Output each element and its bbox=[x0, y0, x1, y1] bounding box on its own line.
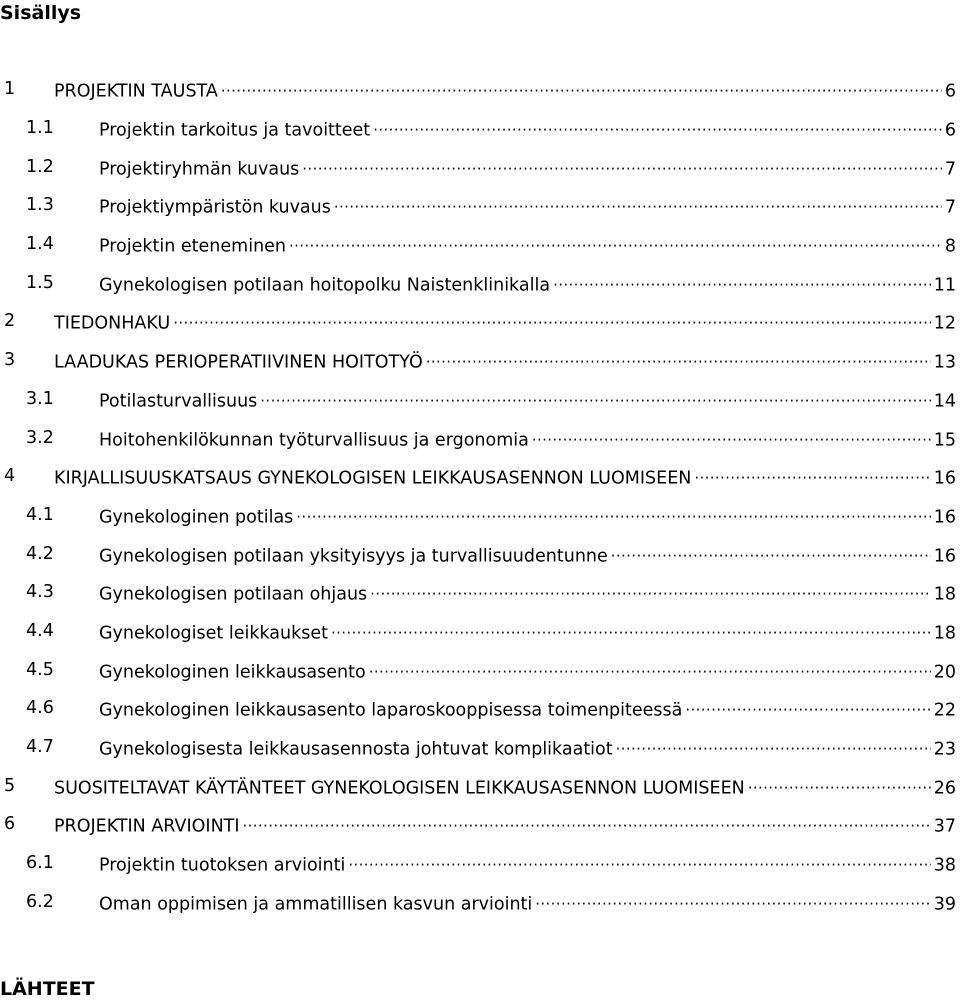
toc-entry-number: 1.3 bbox=[26, 195, 54, 216]
toc-leader-dots bbox=[694, 464, 930, 484]
toc-leader-dots bbox=[334, 193, 942, 213]
toc-entry[interactable] bbox=[0, 263, 956, 302]
toc-entry-page: 20 bbox=[933, 662, 956, 683]
toc-entry-title: TIEDONHAKU bbox=[54, 313, 171, 334]
toc-leader-dots bbox=[221, 77, 942, 97]
toc-entry-number: 2 bbox=[4, 311, 16, 332]
toc-entry[interactable] bbox=[0, 612, 956, 651]
toc-entry-page: 7 bbox=[944, 197, 956, 218]
toc-entry-number: 1.2 bbox=[26, 156, 54, 177]
toc-entry-page: 13 bbox=[933, 352, 956, 373]
toc-entry-title: SUOSITELTAVAT KÄYTÄNTEET GYNEKOLOGISEN LEIKKAUSASENNON LUOMISEEN bbox=[54, 778, 745, 799]
toc-entry-number: 4.6 bbox=[26, 698, 54, 719]
toc-entry-title: LAADUKAS PERIOPERATIIVINEN HOITOTYÖ bbox=[54, 352, 423, 373]
toc-leader-dots bbox=[532, 425, 931, 445]
toc-entry-number: 1 bbox=[4, 79, 16, 100]
toc-entry[interactable] bbox=[0, 844, 956, 883]
toc-list bbox=[0, 70, 956, 921]
toc-entry[interactable] bbox=[0, 341, 956, 380]
toc-leader-dots bbox=[369, 657, 931, 677]
toc-entry-number: 6.2 bbox=[26, 891, 54, 912]
toc-entry[interactable] bbox=[0, 225, 956, 264]
toc-leader-dots bbox=[426, 348, 931, 368]
toc-entry-page: 7 bbox=[944, 159, 956, 180]
toc-entry-page: 22 bbox=[933, 700, 956, 721]
toc-leader-dots bbox=[331, 618, 931, 638]
toc-entry[interactable] bbox=[0, 380, 956, 419]
toc-entry-page: 16 bbox=[933, 468, 956, 489]
toc-entry-number: 3.1 bbox=[26, 388, 54, 409]
toc-entry-title: Projektin tuotoksen arviointi bbox=[99, 855, 346, 876]
toc-entry-number: 4.3 bbox=[26, 582, 54, 603]
toc-entry-page: 8 bbox=[944, 236, 956, 257]
toc-entry[interactable] bbox=[0, 573, 956, 612]
toc-entry-page: 37 bbox=[933, 816, 956, 837]
toc-entry-page: 6 bbox=[944, 81, 956, 102]
toc-entry-number: 4.1 bbox=[26, 504, 54, 525]
toc-entry-number: 3 bbox=[4, 350, 16, 371]
toc-entry-number: 6 bbox=[4, 814, 16, 835]
toc-entry-title: PROJEKTIN ARVIOINTI bbox=[54, 816, 240, 837]
toc-entry[interactable] bbox=[0, 689, 956, 728]
toc-entry-number: 5 bbox=[4, 775, 16, 796]
toc-entry-title: KIRJALLISUUSKATSAUS GYNEKOLOGISEN LEIKKAUSASENNON LUOMISEEN bbox=[54, 468, 692, 489]
toc-entry[interactable] bbox=[0, 766, 956, 805]
toc-entry[interactable] bbox=[0, 109, 956, 148]
toc-leader-dots bbox=[611, 541, 931, 561]
toc-leader-dots bbox=[373, 116, 942, 136]
toc-leader-dots bbox=[348, 851, 930, 871]
toc-entry-page: 16 bbox=[933, 546, 956, 567]
toc-entry[interactable] bbox=[0, 650, 956, 689]
toc-entry-title: Gynekologinen leikkausasento laparoskooppisessa toimenpiteessä bbox=[99, 700, 683, 721]
toc-entry-number: 4.7 bbox=[26, 737, 54, 758]
toc-leader-dots bbox=[553, 270, 931, 290]
toc-entry-number: 4.4 bbox=[26, 620, 54, 641]
toc-entry-number: 3.2 bbox=[26, 427, 54, 448]
toc-entry-title: Projektin eteneminen bbox=[99, 236, 287, 257]
toc-leader-dots bbox=[296, 502, 930, 522]
toc-entry-title: Projektiympäristön kuvaus bbox=[99, 197, 331, 218]
toc-entry-page: 14 bbox=[933, 391, 956, 412]
toc-entry-title: Potilasturvallisuus bbox=[99, 391, 258, 412]
toc-entry[interactable] bbox=[0, 418, 956, 457]
toc-entry[interactable] bbox=[0, 147, 956, 186]
toc-entry-title: PROJEKTIN TAUSTA bbox=[54, 81, 218, 102]
toc-entry-title: Projektiryhmän kuvaus bbox=[99, 159, 300, 180]
toc-leader-dots bbox=[370, 580, 931, 600]
toc-leader-dots bbox=[616, 735, 931, 755]
toc-entry[interactable] bbox=[0, 70, 956, 109]
toc-entry-page: 12 bbox=[933, 313, 956, 334]
toc-entry-title: Projektin tarkoitus ja tavoitteet bbox=[99, 120, 371, 141]
toc-leader-dots bbox=[289, 232, 942, 252]
toc-entry[interactable] bbox=[0, 805, 956, 844]
toc-entry[interactable] bbox=[0, 496, 956, 535]
toc-entry-page: 16 bbox=[933, 507, 956, 528]
toc-entry-number: 1.4 bbox=[26, 234, 54, 255]
toc-leader-dots bbox=[685, 696, 930, 716]
toc-entry-number: 4.2 bbox=[26, 543, 54, 564]
toc-entry-page: 15 bbox=[933, 430, 956, 451]
toc-leader-dots bbox=[748, 773, 931, 793]
toc-leader-dots bbox=[535, 889, 930, 909]
toc-entry-page: 26 bbox=[933, 778, 956, 799]
toc-entry-number: 6.1 bbox=[26, 853, 54, 874]
toc-entry-title: Hoitohenkilökunnan työturvallisuus ja ergonomia bbox=[99, 430, 529, 451]
toc-entry-title: Gynekologisen potilaan hoitopolku Naistenklinikalla bbox=[99, 275, 551, 296]
references-heading: LÄHTEET bbox=[0, 978, 95, 1000]
toc-entry-title: Gynekologisen potilaan yksityisyys ja turvallisuudentunne bbox=[99, 546, 608, 567]
toc-entry-page: 6 bbox=[944, 120, 956, 141]
toc-entry-number: 1.5 bbox=[26, 272, 54, 293]
toc-leader-dots bbox=[260, 386, 930, 406]
toc-entry-title: Gynekologisesta leikkausasennosta johtuvat komplikaatiot bbox=[99, 739, 613, 760]
toc-entry[interactable] bbox=[0, 882, 956, 921]
toc-heading: Sisällys bbox=[0, 2, 82, 24]
toc-entry-page: 39 bbox=[933, 894, 956, 915]
toc-entry-page: 18 bbox=[933, 623, 956, 644]
toc-entry-title: Gynekologiset leikkaukset bbox=[99, 623, 328, 644]
toc-entry-page: 18 bbox=[933, 584, 956, 605]
toc-entry-title: Gynekologinen leikkausasento bbox=[99, 662, 366, 683]
toc-entry-number: 1.1 bbox=[26, 118, 54, 139]
toc-entry-number: 4 bbox=[4, 466, 16, 487]
toc-leader-dots bbox=[302, 154, 942, 174]
toc-entry-title: Oman oppimisen ja ammatillisen kasvun arviointi bbox=[99, 894, 533, 915]
toc-entry[interactable] bbox=[0, 534, 956, 573]
toc-entry-page: 23 bbox=[933, 739, 956, 760]
toc-entry-title: Gynekologinen potilas bbox=[99, 507, 294, 528]
toc-entry-page: 38 bbox=[933, 855, 956, 876]
toc-leader-dots bbox=[173, 309, 931, 329]
toc-entry[interactable] bbox=[0, 728, 956, 767]
toc-entry-page: 11 bbox=[933, 275, 956, 296]
toc-entry-title: Gynekologisen potilaan ohjaus bbox=[99, 584, 368, 605]
toc-entry[interactable] bbox=[0, 186, 956, 225]
toc-entry[interactable] bbox=[0, 457, 956, 496]
toc-leader-dots bbox=[243, 812, 931, 832]
toc-entry[interactable] bbox=[0, 302, 956, 341]
toc-entry-number: 4.5 bbox=[26, 659, 54, 680]
